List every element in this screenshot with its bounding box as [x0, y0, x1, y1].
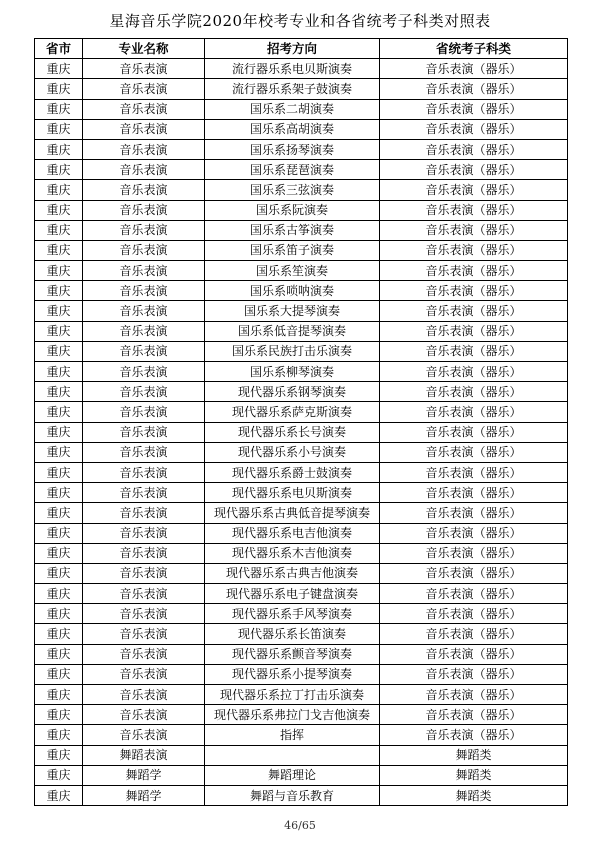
cell-category: 音乐表演（器乐） [380, 341, 568, 361]
cell-province: 重庆 [35, 644, 83, 664]
table-row [35, 382, 568, 402]
table-row [35, 685, 568, 705]
cell-province: 重庆 [35, 543, 83, 563]
cell-major: 音乐表演 [83, 79, 205, 99]
cell-category: 音乐表演（器乐） [380, 139, 568, 159]
cell-category: 音乐表演（器乐） [380, 281, 568, 301]
table-row [35, 180, 568, 200]
cell-province: 重庆 [35, 139, 83, 159]
table-row [35, 261, 568, 281]
cell-province: 重庆 [35, 563, 83, 583]
table-row [35, 462, 568, 482]
cell-direction: 现代器乐系手风琴演奏 [205, 604, 380, 624]
cell-province: 重庆 [35, 180, 83, 200]
table-row [35, 644, 568, 664]
cell-direction: 国乐系唢呐演奏 [205, 281, 380, 301]
cell-province: 重庆 [35, 301, 83, 321]
table-row [35, 442, 568, 462]
table-row [35, 422, 568, 442]
cell-direction: 现代器乐系萨克斯演奏 [205, 402, 380, 422]
cell-province: 重庆 [35, 584, 83, 604]
cell-direction: 指挥 [205, 725, 380, 745]
page-title: 星海音乐学院2020年校考专业和各省统考子科类对照表 [109, 12, 491, 30]
cell-category: 音乐表演（器乐） [380, 382, 568, 402]
cell-direction: 现代器乐系木吉他演奏 [205, 543, 380, 563]
cell-category: 舞蹈类 [380, 785, 568, 805]
cell-province: 重庆 [35, 79, 83, 99]
cell-province: 重庆 [35, 745, 83, 765]
cell-major: 音乐表演 [83, 624, 205, 644]
cell-province: 重庆 [35, 382, 83, 402]
header-direction: 招考方向 [205, 39, 380, 59]
cell-category: 音乐表演（器乐） [380, 462, 568, 482]
cell-major: 音乐表演 [83, 685, 205, 705]
cell-direction: 现代器乐系小提琴演奏 [205, 664, 380, 684]
cell-major: 音乐表演 [83, 99, 205, 119]
cell-major: 音乐表演 [83, 462, 205, 482]
cell-major: 舞蹈学 [83, 765, 205, 785]
cell-direction: 现代器乐系爵士鼓演奏 [205, 462, 380, 482]
cell-category: 音乐表演（器乐） [380, 483, 568, 503]
cell-category: 音乐表演（器乐） [380, 220, 568, 240]
header-province: 省市 [35, 39, 83, 59]
table-row [35, 543, 568, 563]
cell-province: 重庆 [35, 604, 83, 624]
table-row [35, 240, 568, 260]
cell-direction: 舞蹈与音乐教育 [205, 785, 380, 805]
table-row [35, 765, 568, 785]
cell-category: 音乐表演（器乐） [380, 402, 568, 422]
comparison-table [34, 38, 568, 806]
cell-province: 重庆 [35, 321, 83, 341]
cell-category: 音乐表演（器乐） [380, 442, 568, 462]
table-body [35, 59, 568, 806]
cell-province: 重庆 [35, 341, 83, 361]
cell-category: 音乐表演（器乐） [380, 301, 568, 321]
cell-direction: 现代器乐系拉丁打击乐演奏 [205, 685, 380, 705]
cell-major: 音乐表演 [83, 119, 205, 139]
cell-major: 音乐表演 [83, 220, 205, 240]
cell-category: 音乐表演（器乐） [380, 240, 568, 260]
cell-major: 音乐表演 [83, 160, 205, 180]
cell-category: 音乐表演（器乐） [380, 79, 568, 99]
cell-major: 音乐表演 [83, 341, 205, 361]
cell-category: 音乐表演（器乐） [380, 503, 568, 523]
header-category: 省统考子科类 [380, 39, 568, 59]
cell-province: 重庆 [35, 624, 83, 644]
table-row [35, 402, 568, 422]
cell-province: 重庆 [35, 362, 83, 382]
table-row [35, 705, 568, 725]
cell-category: 音乐表演（器乐） [380, 99, 568, 119]
cell-major: 音乐表演 [83, 362, 205, 382]
cell-direction: 现代器乐系钢琴演奏 [205, 382, 380, 402]
cell-direction: 国乐系笛子演奏 [205, 240, 380, 260]
cell-province: 重庆 [35, 523, 83, 543]
cell-major: 音乐表演 [83, 725, 205, 745]
table-row [35, 79, 568, 99]
cell-category: 音乐表演（器乐） [380, 725, 568, 745]
cell-direction: 国乐系琵琶演奏 [205, 160, 380, 180]
cell-major: 音乐表演 [83, 584, 205, 604]
cell-category: 音乐表演（器乐） [380, 59, 568, 79]
table-row [35, 503, 568, 523]
cell-direction: 国乐系阮演奏 [205, 200, 380, 220]
table-row [35, 584, 568, 604]
table-row [35, 220, 568, 240]
cell-province: 重庆 [35, 59, 83, 79]
cell-major: 音乐表演 [83, 301, 205, 321]
cell-major: 音乐表演 [83, 240, 205, 260]
cell-category: 音乐表演（器乐） [380, 664, 568, 684]
table-row [35, 362, 568, 382]
table-row [35, 59, 568, 79]
cell-major: 音乐表演 [83, 442, 205, 462]
cell-direction: 现代器乐系小号演奏 [205, 442, 380, 462]
table-row [35, 321, 568, 341]
cell-direction: 国乐系高胡演奏 [205, 119, 380, 139]
table-row [35, 119, 568, 139]
cell-province: 重庆 [35, 462, 83, 482]
cell-category: 舞蹈类 [380, 745, 568, 765]
cell-category: 音乐表演（器乐） [380, 604, 568, 624]
cell-province: 重庆 [35, 119, 83, 139]
table-row [35, 604, 568, 624]
page-number: 46/65 [284, 819, 316, 832]
table-row [35, 725, 568, 745]
cell-province: 重庆 [35, 442, 83, 462]
cell-category: 音乐表演（器乐） [380, 624, 568, 644]
cell-direction: 现代器乐系弗拉门戈吉他演奏 [205, 705, 380, 725]
cell-major: 音乐表演 [83, 644, 205, 664]
cell-major: 音乐表演 [83, 402, 205, 422]
cell-major: 音乐表演 [83, 523, 205, 543]
cell-direction: 现代器乐系古典吉他演奏 [205, 563, 380, 583]
cell-province: 重庆 [35, 705, 83, 725]
table-row [35, 160, 568, 180]
cell-province: 重庆 [35, 685, 83, 705]
cell-major: 音乐表演 [83, 200, 205, 220]
cell-direction: 国乐系柳琴演奏 [205, 362, 380, 382]
cell-province: 重庆 [35, 200, 83, 220]
cell-province: 重庆 [35, 664, 83, 684]
cell-major: 音乐表演 [83, 59, 205, 79]
cell-province: 重庆 [35, 99, 83, 119]
table-row [35, 139, 568, 159]
table-row [35, 281, 568, 301]
cell-major: 音乐表演 [83, 139, 205, 159]
cell-direction: 国乐系笙演奏 [205, 261, 380, 281]
cell-category: 音乐表演（器乐） [380, 705, 568, 725]
cell-direction: 国乐系低音提琴演奏 [205, 321, 380, 341]
cell-category: 音乐表演（器乐） [380, 119, 568, 139]
table-row [35, 563, 568, 583]
cell-direction: 国乐系民族打击乐演奏 [205, 341, 380, 361]
cell-direction: 现代器乐系颤音琴演奏 [205, 644, 380, 664]
cell-direction: 国乐系古筝演奏 [205, 220, 380, 240]
cell-major: 音乐表演 [83, 261, 205, 281]
table-row [35, 624, 568, 644]
cell-province: 重庆 [35, 402, 83, 422]
table-row [35, 523, 568, 543]
table-row [35, 745, 568, 765]
cell-province: 重庆 [35, 160, 83, 180]
cell-category: 音乐表演（器乐） [380, 644, 568, 664]
cell-category: 音乐表演（器乐） [380, 362, 568, 382]
table-header-row [35, 39, 568, 59]
cell-major: 音乐表演 [83, 563, 205, 583]
cell-category: 音乐表演（器乐） [380, 685, 568, 705]
cell-major: 音乐表演 [83, 321, 205, 341]
cell-direction: 流行器乐系架子鼓演奏 [205, 79, 380, 99]
cell-direction: 现代器乐系长号演奏 [205, 422, 380, 442]
cell-province: 重庆 [35, 220, 83, 240]
cell-direction: 现代器乐系电贝斯演奏 [205, 483, 380, 503]
table-row [35, 664, 568, 684]
cell-direction: 现代器乐系电子键盘演奏 [205, 584, 380, 604]
cell-category: 音乐表演（器乐） [380, 422, 568, 442]
cell-major: 舞蹈学 [83, 785, 205, 805]
cell-category: 音乐表演（器乐） [380, 563, 568, 583]
cell-category: 音乐表演（器乐） [380, 523, 568, 543]
cell-major: 音乐表演 [83, 483, 205, 503]
cell-major: 音乐表演 [83, 543, 205, 563]
header-major: 专业名称 [83, 39, 205, 59]
table-row [35, 483, 568, 503]
cell-category: 音乐表演（器乐） [380, 543, 568, 563]
cell-major: 音乐表演 [83, 180, 205, 200]
cell-major: 音乐表演 [83, 503, 205, 523]
table-row [35, 301, 568, 321]
cell-category: 音乐表演（器乐） [380, 180, 568, 200]
cell-category: 舞蹈类 [380, 765, 568, 785]
cell-province: 重庆 [35, 725, 83, 745]
cell-direction: 流行器乐系电贝斯演奏 [205, 59, 380, 79]
cell-category: 音乐表演（器乐） [380, 584, 568, 604]
cell-category: 音乐表演（器乐） [380, 321, 568, 341]
cell-major: 音乐表演 [83, 281, 205, 301]
cell-province: 重庆 [35, 240, 83, 260]
table-row [35, 341, 568, 361]
cell-direction: 现代器乐系长笛演奏 [205, 624, 380, 644]
cell-category: 音乐表演（器乐） [380, 261, 568, 281]
cell-direction: 舞蹈理论 [205, 765, 380, 785]
cell-major: 音乐表演 [83, 705, 205, 725]
cell-direction [205, 745, 380, 765]
cell-province: 重庆 [35, 765, 83, 785]
cell-category: 音乐表演（器乐） [380, 160, 568, 180]
cell-major: 音乐表演 [83, 604, 205, 624]
table-row [35, 200, 568, 220]
cell-province: 重庆 [35, 785, 83, 805]
cell-province: 重庆 [35, 422, 83, 442]
cell-major: 音乐表演 [83, 422, 205, 442]
cell-province: 重庆 [35, 483, 83, 503]
cell-category: 音乐表演（器乐） [380, 200, 568, 220]
cell-direction: 现代器乐系电吉他演奏 [205, 523, 380, 543]
cell-major: 音乐表演 [83, 664, 205, 684]
cell-direction: 国乐系大提琴演奏 [205, 301, 380, 321]
cell-direction: 国乐系三弦演奏 [205, 180, 380, 200]
cell-direction: 现代器乐系古典低音提琴演奏 [205, 503, 380, 523]
cell-direction: 国乐系二胡演奏 [205, 99, 380, 119]
cell-major: 舞蹈表演 [83, 745, 205, 765]
table-row [35, 99, 568, 119]
cell-province: 重庆 [35, 261, 83, 281]
cell-major: 音乐表演 [83, 382, 205, 402]
cell-direction: 国乐系扬琴演奏 [205, 139, 380, 159]
cell-province: 重庆 [35, 503, 83, 523]
table-row [35, 785, 568, 805]
cell-province: 重庆 [35, 281, 83, 301]
